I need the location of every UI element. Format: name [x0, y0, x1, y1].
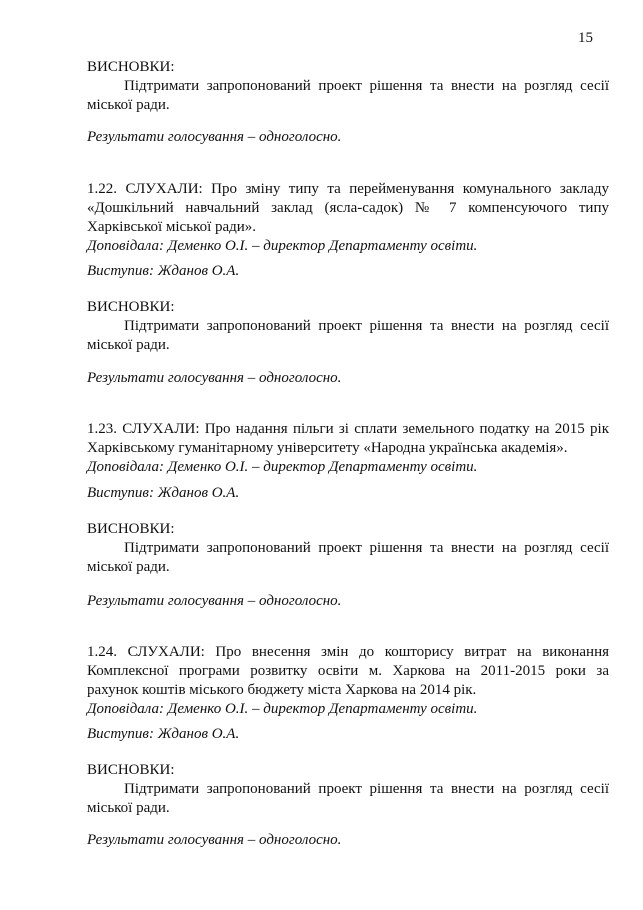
vote-result: Результати голосування – одноголосно. — [87, 832, 342, 848]
conclusions-heading: ВИСНОВКИ: — [87, 299, 175, 315]
heard-line: Комплексної програми розвитку освіти м. Харкова на 2011-2015 роки за — [87, 663, 609, 679]
conclusions-heading: ВИСНОВКИ: — [87, 59, 175, 75]
heard-line: «Дошкільний навчальний заклад (ясла-садок) № 7 компенсуючого типу — [87, 200, 609, 216]
intro-conclusions — [87, 58, 609, 115]
conclusion-text-cont: міської ради. — [87, 337, 170, 353]
agenda-item-1-22 — [87, 180, 609, 256]
speech-line: Виступив: Жданов О.А. — [87, 485, 240, 501]
vote-result: Результати голосування – одноголосно. — [87, 129, 342, 145]
conclusions-heading: ВИСНОВКИ: — [87, 762, 175, 778]
speech-line: Виступив: Жданов О.А. — [87, 726, 240, 742]
conclusion-text: Підтримати запропонований проект рішення та внести на розгляд сесії — [124, 540, 609, 556]
item-1-23-conclusions — [87, 520, 609, 577]
vote-result: Результати голосування – одноголосно. — [87, 593, 342, 609]
heard-line: 1.22. СЛУХАЛИ: Про зміну типу та перейменування комунального закладу — [87, 181, 609, 197]
agenda-item-1-23 — [87, 420, 609, 477]
conclusion-text: Підтримати запропонований проект рішення та внести на розгляд сесії — [124, 781, 609, 797]
conclusions-heading: ВИСНОВКИ: — [87, 521, 175, 537]
speaker-line: Доповідала: Деменко О.І. – директор Департаменту освіти. — [87, 459, 478, 475]
speech-line: Виступив: Жданов О.А. — [87, 263, 240, 279]
page-number: 15 — [578, 30, 593, 46]
heard-line: рахунок коштів міського бюджету міста Харкова на 2014 рік. — [87, 682, 477, 698]
vote-result: Результати голосування – одноголосно. — [87, 370, 342, 386]
heard-line: Харківської міської ради». — [87, 219, 257, 235]
conclusion-text: Підтримати запропонований проект рішення та внести на розгляд сесії — [124, 318, 609, 334]
speaker-line: Доповідала: Деменко О.І. – директор Департаменту освіти. — [87, 238, 478, 254]
heard-line: Харківському гуманітарному університету «Народна українська академія». — [87, 440, 568, 456]
speaker-line: Доповідала: Деменко О.І. – директор Департаменту освіти. — [87, 701, 478, 717]
heard-line: 1.23. СЛУХАЛИ: Про надання пільги зі сплати земельного податку на 2015 рік — [87, 421, 609, 437]
conclusion-text-cont: міської ради. — [87, 800, 170, 816]
conclusion-text: Підтримати запропонований проект рішення та внести на розгляд сесії — [124, 78, 609, 94]
agenda-item-1-24 — [87, 643, 609, 719]
item-1-24-conclusions — [87, 761, 609, 818]
heard-line: 1.24. СЛУХАЛИ: Про внесення змін до кошторису витрат на виконання — [87, 644, 609, 660]
conclusion-text-cont: міської ради. — [87, 559, 170, 575]
conclusion-text-cont: міської ради. — [87, 97, 170, 113]
item-1-22-conclusions — [87, 298, 609, 355]
